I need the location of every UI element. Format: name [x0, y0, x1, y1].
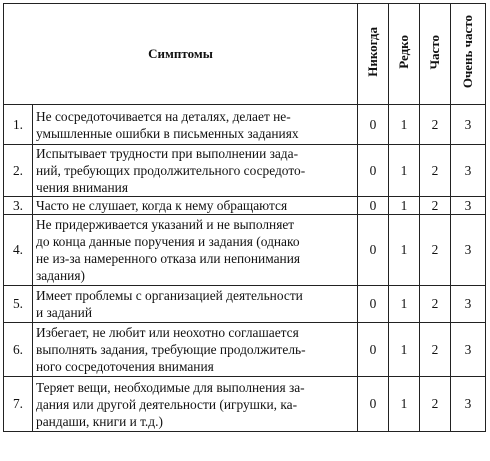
score-very-often: 3 — [451, 145, 486, 197]
symptom-line: Теряет вещи, необходимые для выполнения за- — [36, 379, 305, 395]
table-row — [4, 105, 486, 145]
symptom-line: рандаши, книги и т.д.) — [36, 413, 163, 429]
table-row — [4, 323, 486, 377]
score-never: 0 — [358, 145, 389, 197]
table-row — [4, 145, 486, 197]
score-very-often: 3 — [451, 323, 486, 377]
symptom-line: задания) — [36, 268, 85, 283]
row-number: 2. — [4, 145, 33, 197]
score-rarely: 1 — [389, 197, 420, 215]
score-never: 0 — [358, 197, 389, 215]
score-never: 0 — [358, 286, 389, 323]
row-number: 1. — [4, 105, 33, 145]
symptom-line: Избегает, не любит или неохотно соглашается — [36, 325, 299, 340]
symptom-table-container — [3, 3, 486, 432]
score-rarely: 1 — [389, 286, 420, 323]
score-often: 2 — [420, 197, 451, 215]
column-header-rarely — [389, 4, 420, 105]
column-header-never — [358, 4, 389, 105]
symptom-line: до конца данные поручения и задания (однако — [36, 234, 300, 249]
score-very-often: 3 — [451, 215, 486, 286]
score-often: 2 — [420, 323, 451, 377]
symptom-line: не из-за намеренного отказа или непонимания — [36, 251, 301, 266]
column-header-label: Очень часто — [459, 15, 475, 89]
symptom-line: чения внимания — [36, 180, 128, 195]
symptoms-header: Симптомы — [4, 4, 358, 105]
score-never: 0 — [358, 105, 389, 145]
header-row — [4, 4, 486, 105]
symptom-line: и заданий — [36, 305, 93, 320]
score-rarely: 1 — [389, 377, 420, 432]
symptom-line: ного сосредоточения внимания — [36, 359, 214, 374]
score-never: 0 — [358, 215, 389, 286]
column-header-often — [420, 4, 451, 105]
symptom-line: дания или другой деятельности (игрушки, ка- — [36, 396, 298, 412]
column-header-label: Редко — [395, 35, 411, 69]
score-very-often: 3 — [451, 105, 486, 145]
column-header-label: Никогда — [364, 27, 380, 77]
score-rarely: 1 — [389, 323, 420, 377]
score-often: 2 — [420, 286, 451, 323]
symptom-description — [33, 323, 358, 377]
symptom-line: ний, требующих продолжительного сосредото- — [36, 163, 306, 178]
score-often: 2 — [420, 377, 451, 432]
symptom-line: Не придерживается указаний и не выполняет — [36, 217, 295, 232]
score-often: 2 — [420, 145, 451, 197]
score-often: 2 — [420, 215, 451, 286]
score-rarely: 1 — [389, 215, 420, 286]
score-very-often: 3 — [451, 377, 486, 432]
symptom-description — [33, 286, 358, 323]
symptom-description — [33, 197, 358, 215]
symptom-description — [33, 215, 358, 286]
symptom-table — [3, 3, 486, 432]
score-never: 0 — [358, 377, 389, 432]
score-very-often: 3 — [451, 286, 486, 323]
score-often: 2 — [420, 105, 451, 145]
table-row — [4, 377, 486, 432]
column-header-very-often — [451, 4, 486, 105]
score-rarely: 1 — [389, 105, 420, 145]
symptom-line: Имеет проблемы с организацией деятельности — [36, 288, 303, 303]
row-number: 7. — [4, 377, 33, 432]
symptom-line: Не сосредоточивается на деталях, делает не- — [36, 108, 291, 124]
row-number: 3. — [4, 197, 33, 215]
row-number: 4. — [4, 215, 33, 286]
symptom-line: умышленные ошибки в письменных заданиях — [36, 125, 299, 141]
table-row — [4, 197, 486, 215]
symptom-description — [33, 145, 358, 197]
score-rarely: 1 — [389, 145, 420, 197]
column-header-label: Часто — [426, 34, 442, 70]
row-number: 5. — [4, 286, 33, 323]
table-body — [4, 105, 486, 432]
symptom-line: Часто не слушает, когда к нему обращаются — [36, 198, 288, 213]
row-number: 6. — [4, 323, 33, 377]
score-very-often: 3 — [451, 197, 486, 215]
symptom-description — [33, 105, 358, 145]
symptom-line: выполнять задания, требующие продолжитель- — [36, 342, 306, 357]
symptom-line: Испытывает трудности при выполнении зада- — [36, 146, 299, 161]
table-row — [4, 286, 486, 323]
symptom-description — [33, 377, 358, 432]
score-never: 0 — [358, 323, 389, 377]
table-row — [4, 215, 486, 286]
